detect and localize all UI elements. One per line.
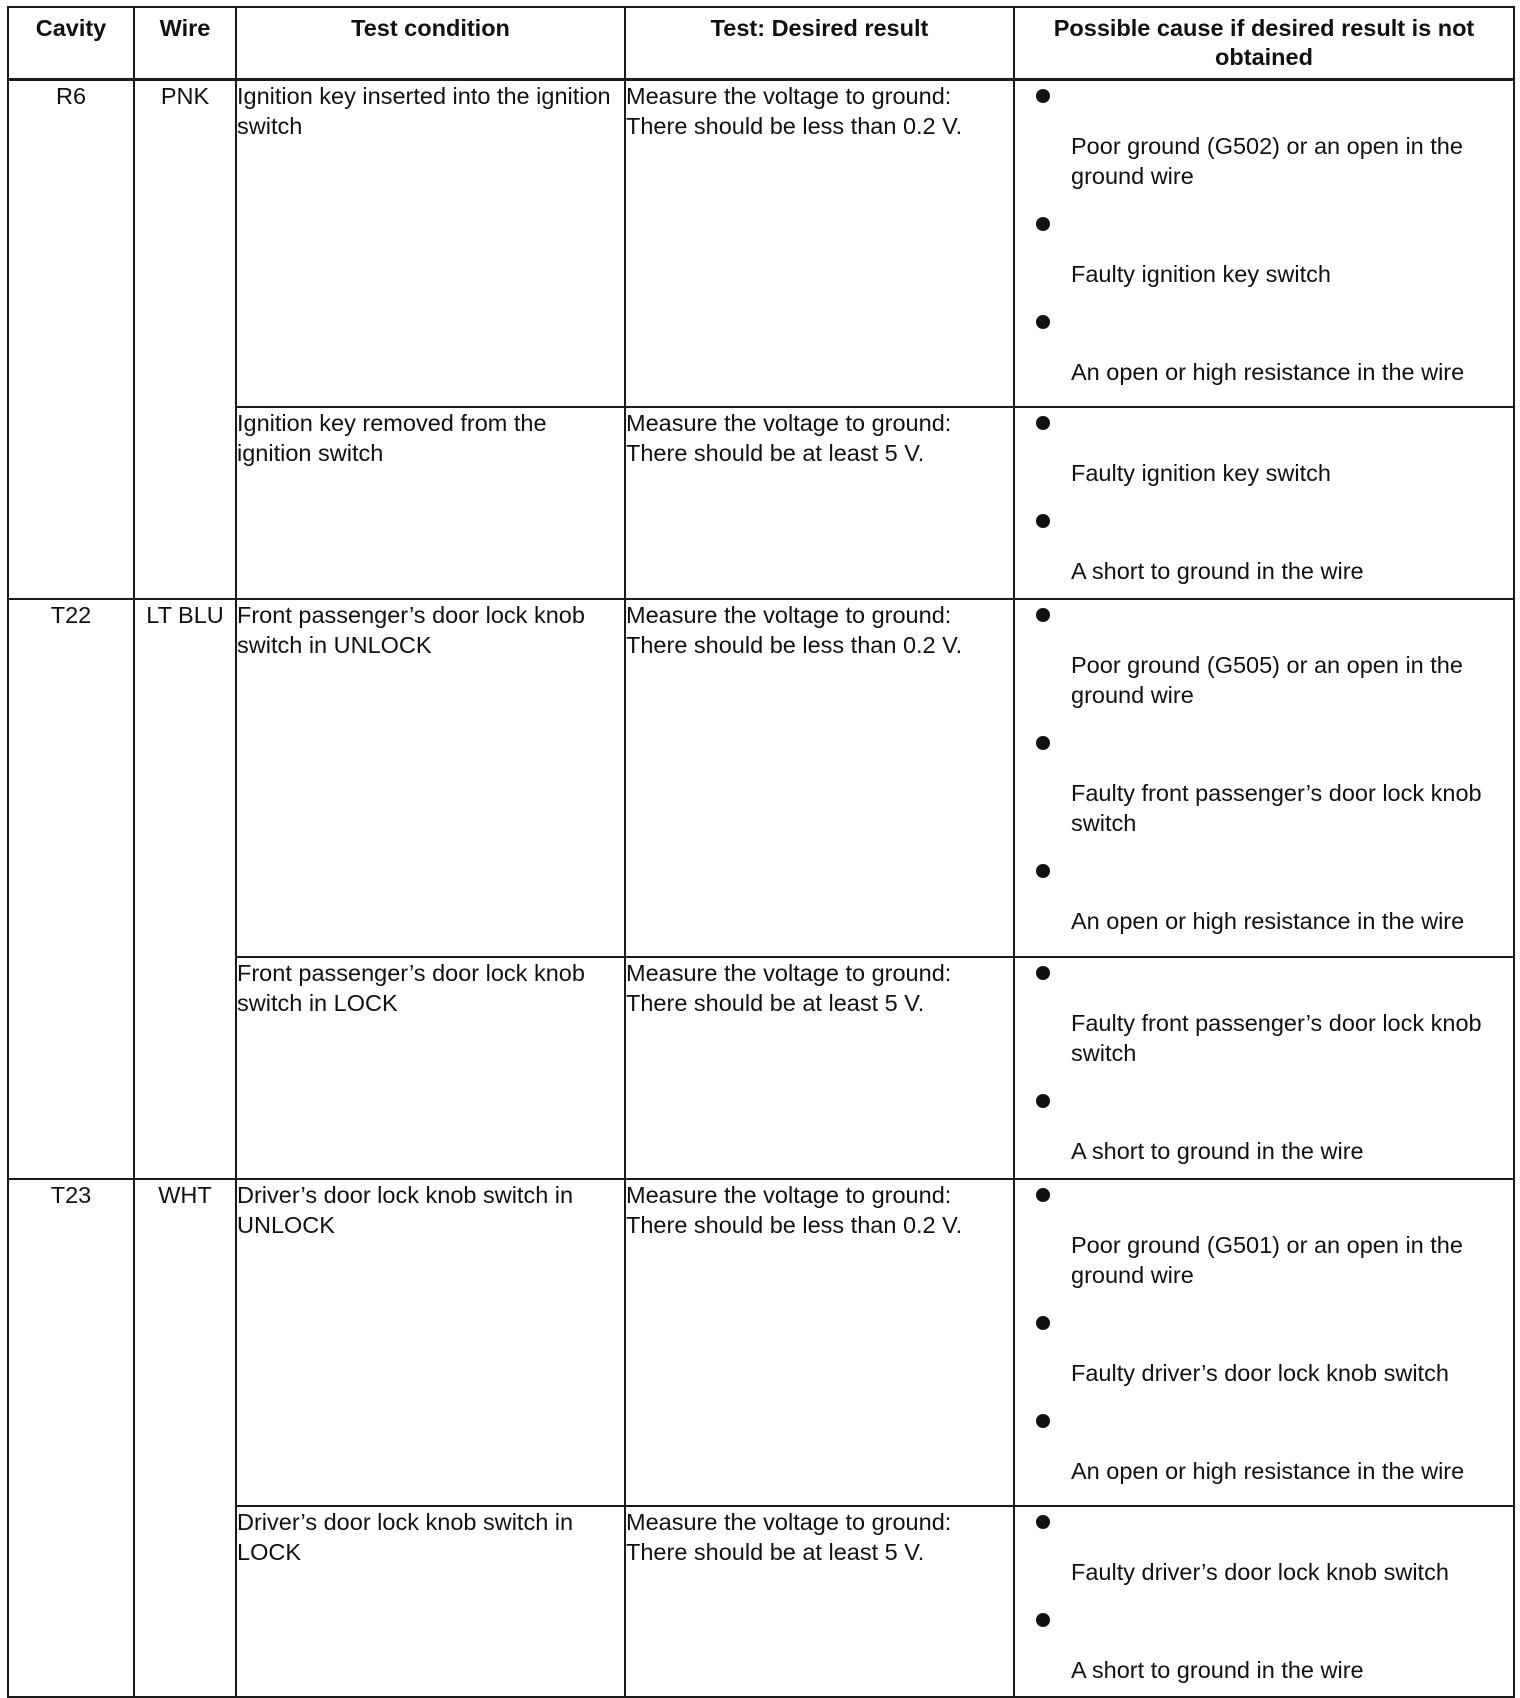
- wire-cell: PNK: [134, 80, 236, 599]
- possible-cause-cell: [1014, 957, 1514, 1179]
- possible-cause-cell: [1014, 599, 1514, 957]
- cavity-cell: R6: [8, 80, 134, 599]
- table-row: [8, 80, 1514, 407]
- possible-cause-cell: [1014, 1506, 1514, 1697]
- table-row: [8, 599, 1514, 957]
- bullet-icon: [1036, 736, 1050, 750]
- test-condition-cell: Front passenger’s door lock knob switch in UNLOCK: [236, 599, 625, 957]
- bullet-icon: [1036, 864, 1050, 878]
- desired-result-cell: Measure the voltage to ground: There should be less than 0.2 V.: [625, 1179, 1014, 1506]
- cause-item: Poor ground (G501) or an open in the ground wire: [1015, 1180, 1513, 1308]
- cause-item: Faulty front passenger’s door lock knob switch: [1015, 728, 1513, 856]
- desired-result-cell: Measure the voltage to ground: There should be less than 0.2 V.: [625, 80, 1014, 407]
- header-desired-result: Test: Desired result: [625, 7, 1014, 80]
- desired-result-cell: Measure the voltage to ground: There should be at least 5 V.: [625, 407, 1014, 599]
- bullet-icon: [1036, 1188, 1050, 1202]
- bullet-icon: [1036, 217, 1050, 231]
- cause-item: An open or high resistance in the wire: [1015, 1406, 1513, 1486]
- cause-item: Faulty ignition key switch: [1015, 408, 1513, 506]
- header-cavity: Cavity: [8, 7, 134, 80]
- wire-cell: WHT: [134, 1179, 236, 1697]
- bullet-icon: [1036, 1414, 1050, 1428]
- bullet-icon: [1036, 89, 1050, 103]
- cavity-cell: T23: [8, 1179, 134, 1697]
- header-row: [8, 7, 1514, 80]
- wire-cell: LT BLU: [134, 599, 236, 1179]
- possible-cause-cell: [1014, 80, 1514, 407]
- cause-item: Faulty ignition key switch: [1015, 209, 1513, 307]
- bullet-icon: [1036, 315, 1050, 329]
- cause-item: A short to ground in the wire: [1015, 1086, 1513, 1166]
- possible-cause-cell: [1014, 1179, 1514, 1506]
- cause-item: Poor ground (G505) or an open in the ground wire: [1015, 600, 1513, 728]
- test-condition-cell: Front passenger’s door lock knob switch in LOCK: [236, 957, 625, 1179]
- test-condition-cell: Driver’s door lock knob switch in UNLOCK: [236, 1179, 625, 1506]
- desired-result-cell: Measure the voltage to ground: There should be less than 0.2 V.: [625, 599, 1014, 957]
- bullet-icon: [1036, 1515, 1050, 1529]
- cause-item: An open or high resistance in the wire: [1015, 307, 1513, 387]
- cause-item: Faulty front passenger’s door lock knob switch: [1015, 958, 1513, 1086]
- cause-item: An open or high resistance in the wire: [1015, 856, 1513, 936]
- desired-result-cell: Measure the voltage to ground: There should be at least 5 V.: [625, 1506, 1014, 1697]
- bullet-icon: [1036, 1316, 1050, 1330]
- cause-item: Faulty driver’s door lock knob switch: [1015, 1507, 1513, 1605]
- bullet-icon: [1036, 608, 1050, 622]
- test-condition-cell: Driver’s door lock knob switch in LOCK: [236, 1506, 625, 1697]
- cause-item: Poor ground (G502) or an open in the ground wire: [1015, 81, 1513, 209]
- header-test-condition: Test condition: [236, 7, 625, 80]
- table-row: [8, 1179, 1514, 1506]
- bullet-icon: [1036, 416, 1050, 430]
- bullet-icon: [1036, 1094, 1050, 1108]
- cause-item: A short to ground in the wire: [1015, 506, 1513, 586]
- possible-cause-cell: [1014, 407, 1514, 599]
- bullet-icon: [1036, 1613, 1050, 1627]
- cavity-cell: T22: [8, 599, 134, 1179]
- cause-item: A short to ground in the wire: [1015, 1605, 1513, 1685]
- bullet-icon: [1036, 514, 1050, 528]
- cause-item: Faulty driver’s door lock knob switch: [1015, 1308, 1513, 1406]
- test-condition-cell: Ignition key removed from the ignition switch: [236, 407, 625, 599]
- desired-result-cell: Measure the voltage to ground: There should be at least 5 V.: [625, 957, 1014, 1179]
- bullet-icon: [1036, 966, 1050, 980]
- header-possible-cause: Possible cause if desired result is not obtained: [1014, 7, 1514, 80]
- header-wire: Wire: [134, 7, 236, 80]
- test-condition-cell: Ignition key inserted into the ignition switch: [236, 80, 625, 407]
- connector-test-table: [7, 6, 1515, 1698]
